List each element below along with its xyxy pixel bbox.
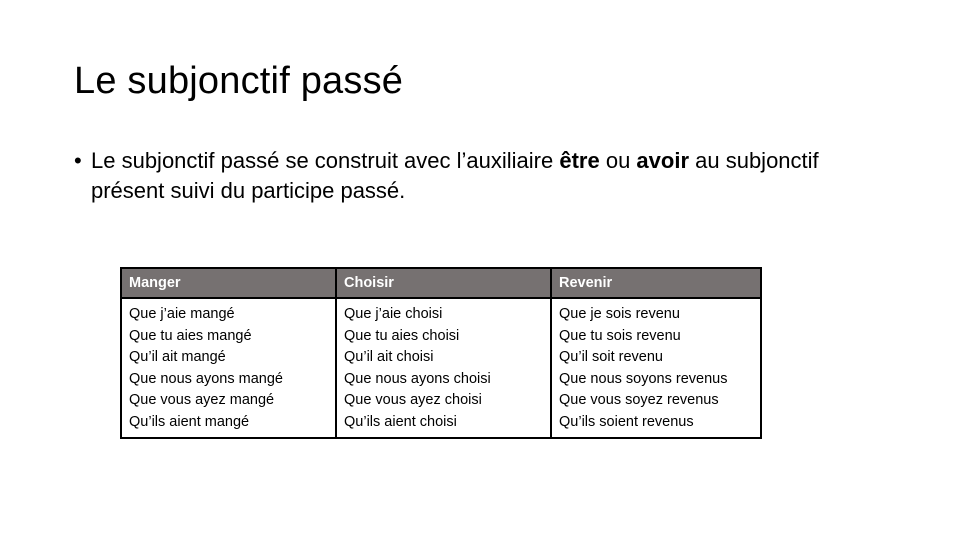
conjugation-line: Qu’ils aient mangé [129, 413, 250, 430]
header-revenir: Revenir [551, 268, 761, 298]
conjugation-line: Que vous ayez mangé [129, 392, 275, 409]
bullet-text [91, 146, 844, 206]
slide-title: Le subjonctif passé [74, 60, 404, 102]
conjugation-line: Que j’aie choisi [344, 306, 443, 322]
cell-choisir [336, 298, 551, 438]
conjugation-line: Qu’ils aient choisi [344, 413, 457, 430]
conjugation-table [120, 267, 762, 439]
bullet-item [74, 146, 844, 206]
bullet-text-part: Le subjonctif passé se construit avec l’auxiliaire [91, 148, 560, 173]
bullet-list [74, 146, 844, 206]
conjugation-line: Qu’il ait choisi [344, 349, 434, 366]
conjugation-line: Que tu aies choisi [344, 327, 460, 344]
conjugation-line: Qu’il ait mangé [129, 349, 226, 366]
bullet-text-part: ou [599, 148, 637, 173]
conjugation-line: Que vous soyez revenus [559, 392, 719, 409]
table-header-row [121, 268, 761, 298]
conjugation-line: Que tu sois revenu [559, 327, 681, 344]
header-choisir: Choisir [336, 268, 551, 298]
bullet-marker: • [74, 148, 82, 173]
bullet-text-part: au subjonctif présent suivi du participe passé. [91, 148, 819, 203]
conjugation-line: Que nous ayons mangé [129, 370, 283, 387]
conjugation-line: Que nous ayons choisi [344, 370, 491, 387]
cell-manger [121, 298, 336, 438]
conjugation-line: Qu’ils soient revenus [559, 413, 694, 430]
bold-avoir: avoir [636, 148, 690, 173]
header-manger: Manger [121, 268, 336, 298]
conjugation-line: Que je sois revenu [559, 306, 680, 322]
table-row [121, 298, 761, 438]
bold-etre: être [559, 148, 600, 173]
conjugation-line: Que j’aie mangé [129, 306, 235, 322]
conjugation-line: Que vous ayez choisi [344, 392, 482, 409]
conjugation-line: Que nous soyons revenus [559, 370, 728, 387]
conjugation-line: Que tu aies mangé [129, 327, 252, 344]
cell-revenir [551, 298, 761, 438]
conjugation-line: Qu’il soit revenu [559, 349, 663, 366]
